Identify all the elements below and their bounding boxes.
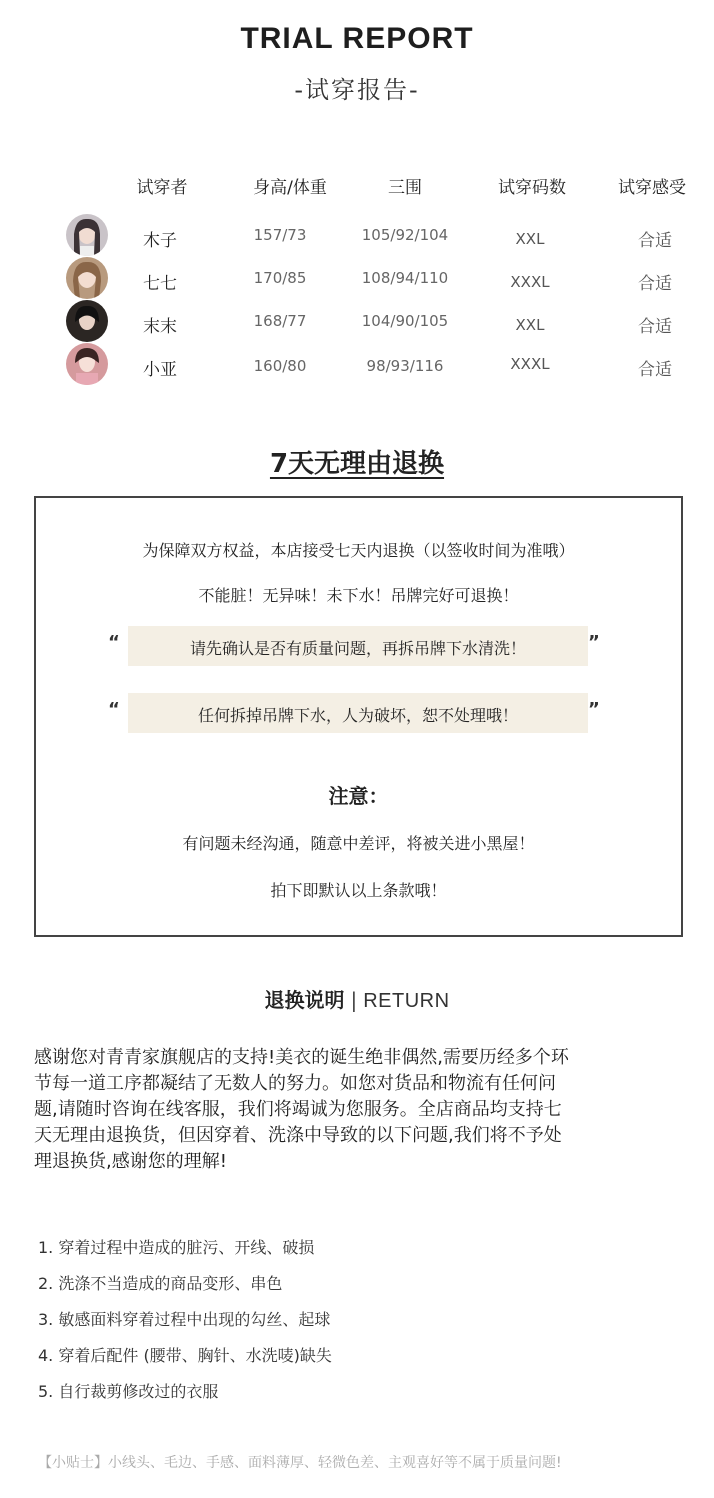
avatar xyxy=(66,257,108,299)
list-item: 3. 敏感面料穿着过程中出现的勾丝、起球 xyxy=(38,1310,331,1329)
policy-title-text: 7天无理由退换 xyxy=(269,449,445,479)
return-title-cn: 退换说明 xyxy=(264,988,345,1012)
open-quote: “ xyxy=(108,632,120,653)
policy-box xyxy=(34,496,683,937)
header-height-weight: 身高/体重 xyxy=(253,178,327,198)
measurements: 108/94/110 xyxy=(361,269,449,287)
list-item: 1. 穿着过程中造成的脏污、开线、破损 xyxy=(38,1238,315,1257)
table-row xyxy=(0,345,714,385)
highlight-text: 请先确认是否有质量问题，再拆吊牌下水清洗！ xyxy=(189,639,526,658)
return-paragraph xyxy=(34,1045,684,1175)
trial-size: XXL xyxy=(515,316,545,334)
note-line: 拍下即默认以上条款哦！ xyxy=(270,881,447,900)
tester-name: 小亚 xyxy=(143,360,177,380)
height-weight: 160/80 xyxy=(253,357,307,375)
fit-feeling: 合适 xyxy=(638,360,672,380)
tester-name: 末末 xyxy=(143,317,177,337)
tester-name: 木子 xyxy=(143,231,177,251)
open-quote: “ xyxy=(108,699,120,720)
policy-line: 不能脏！无异味！未下水！吊牌完好可退换！ xyxy=(198,586,519,605)
return-title-en: RETURN xyxy=(363,990,450,1012)
list-item: 5. 自行裁剪修改过的衣服 xyxy=(38,1382,219,1401)
height-weight: 157/73 xyxy=(253,226,307,244)
tester-name: 七七 xyxy=(143,274,177,294)
trial-size: XXXL xyxy=(510,355,550,373)
header-size: 试穿码数 xyxy=(498,178,566,198)
tip-text: 【小贴士】小线头、毛边、手感、面料薄厚、轻微色差、主观喜好等不属于质量问题! xyxy=(38,1455,562,1471)
fit-feeling: 合适 xyxy=(638,317,672,337)
report-title-en: TRIAL REPORT xyxy=(240,22,474,55)
highlight-box xyxy=(128,693,588,733)
height-weight: 168/77 xyxy=(253,312,307,330)
header-tester: 试穿者 xyxy=(136,178,188,198)
paragraph-line: 题,请随时咨询在线客服，我们将竭诚为您服务。全店商品均支持七 xyxy=(34,1099,562,1120)
highlight-text: 任何拆掉吊牌下水，人为破坏，恕不处理哦！ xyxy=(197,706,518,725)
avatar xyxy=(66,300,108,342)
fit-feeling: 合适 xyxy=(638,274,672,294)
return-title xyxy=(0,984,714,1013)
height-weight: 170/85 xyxy=(253,269,307,287)
header-measurements: 三围 xyxy=(388,178,422,198)
fit-feeling: 合适 xyxy=(638,231,672,251)
measurements: 98/93/116 xyxy=(366,357,444,375)
paragraph-line: 节每一道工序都凝结了无数人的努力。如您对货品和物流有任何问 xyxy=(34,1073,556,1094)
trial-size: XXL xyxy=(515,230,545,248)
paragraph-line: 天无理由退换货，但因穿着、洗涤中导致的以下问题,我们将不予处 xyxy=(34,1125,562,1146)
list-item: 2. 洗涤不当造成的商品变形、串色 xyxy=(38,1274,283,1293)
note-line: 有问题未经沟通，随意中差评，将被关进小黑屋！ xyxy=(182,834,535,853)
close-quote: ” xyxy=(588,632,600,653)
list-item: 4. 穿着后配件 (腰带、胸针、水洗唛)缺失 xyxy=(38,1346,332,1365)
measurements: 105/92/104 xyxy=(361,226,449,244)
table-row xyxy=(0,216,714,256)
header-fit: 试穿感受 xyxy=(618,178,686,198)
avatar xyxy=(66,214,108,256)
trial-size: XXXL xyxy=(510,273,550,291)
note-title: 注意： xyxy=(328,784,389,808)
table-row xyxy=(0,302,714,342)
avatar xyxy=(66,343,108,385)
paragraph-line: 理退换货,感谢您的理解! xyxy=(34,1151,227,1172)
paragraph-line: 感谢您对青青家旗舰店的支持!美衣的诞生绝非偶然,需要历经多个环 xyxy=(34,1047,569,1068)
policy-title xyxy=(0,443,714,480)
table-row xyxy=(0,259,714,299)
return-title-separator: | xyxy=(350,988,358,1012)
policy-line: 为保障双方权益，本店接受七天内退换（以签收时间为准哦） xyxy=(142,541,575,560)
highlight-box xyxy=(128,626,588,666)
close-quote: ” xyxy=(588,699,600,720)
measurements: 104/90/105 xyxy=(361,312,449,330)
report-title-cn: -试穿报告- xyxy=(294,76,420,104)
exclusion-list xyxy=(38,1237,678,1417)
